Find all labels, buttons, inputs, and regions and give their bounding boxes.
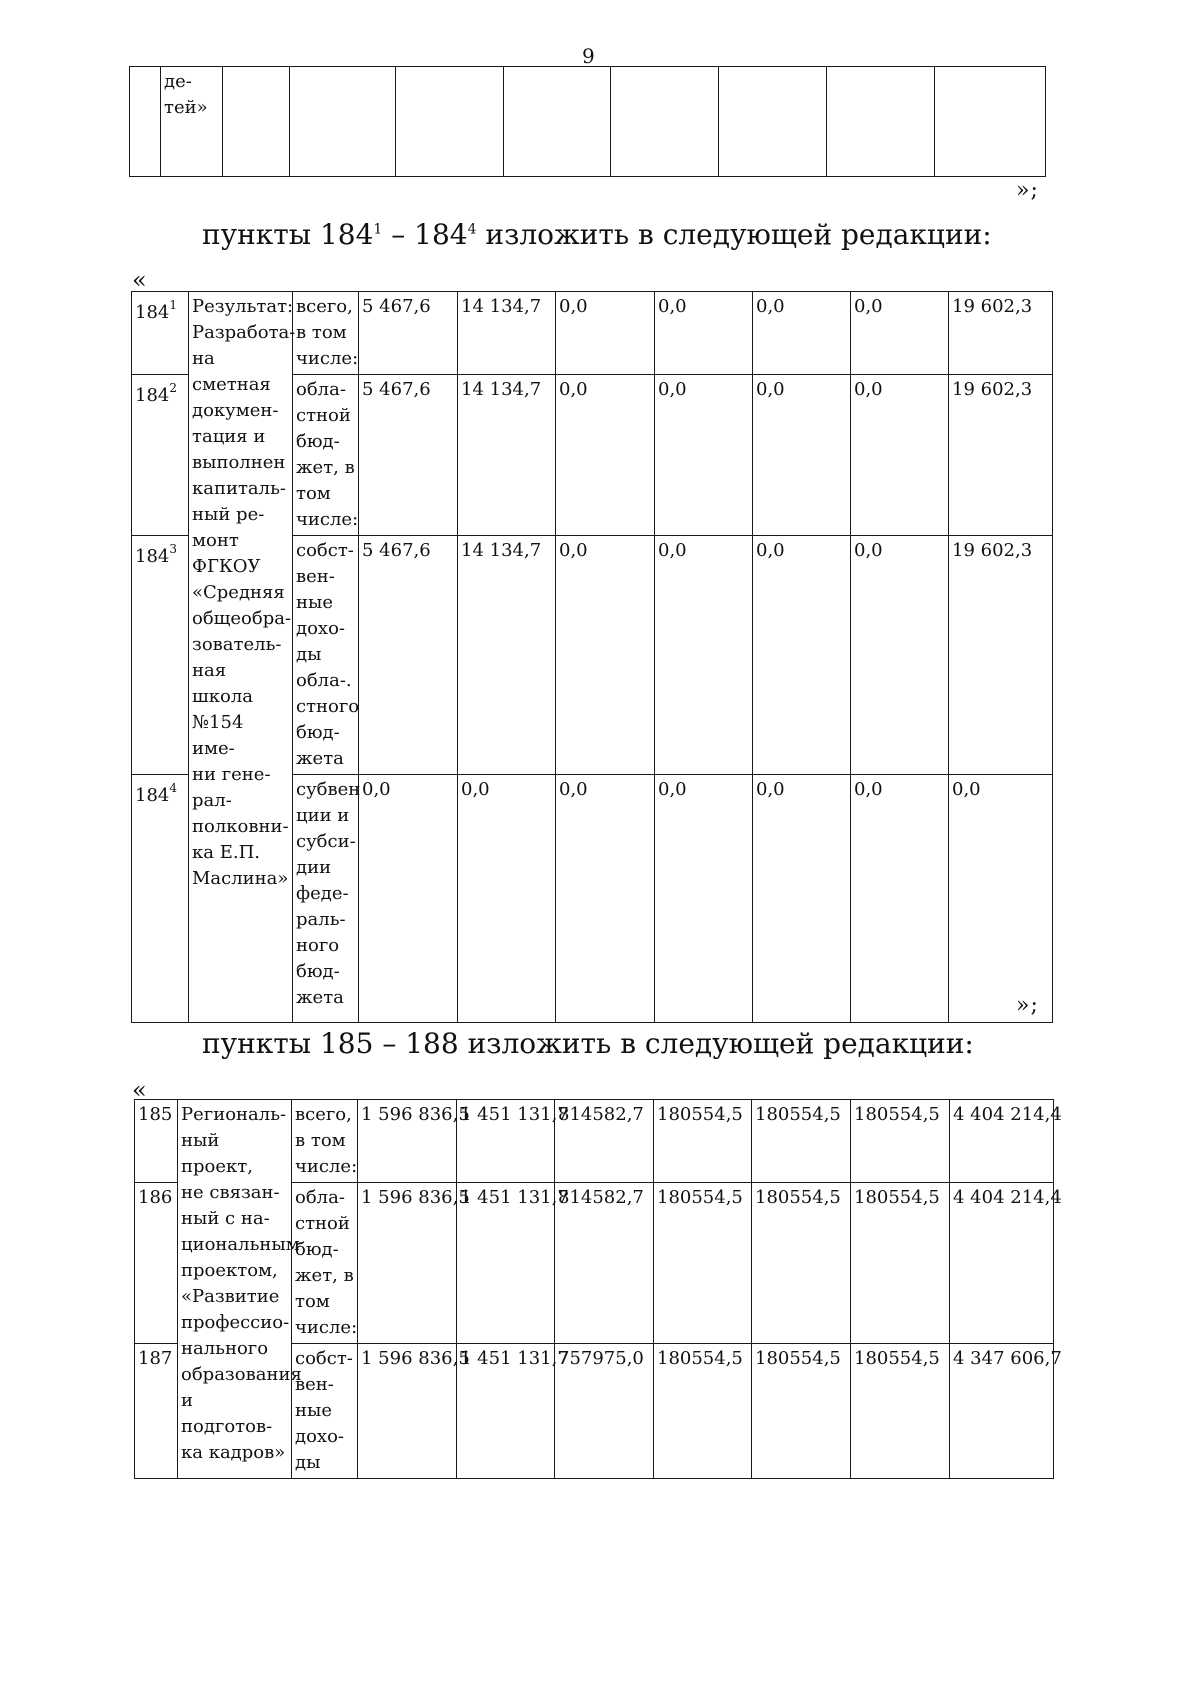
value-cell: 0,0 — [753, 775, 851, 1023]
total-cell: 0,0 — [949, 775, 1053, 1023]
opening-quote: « — [132, 266, 147, 294]
value-cell: 0,0 — [753, 292, 851, 375]
fragment-text: де- тей» — [161, 67, 223, 177]
row-number: $184^1$ — [132, 292, 189, 375]
heading-prefix: пункты 184 — [202, 218, 374, 251]
table-cell — [290, 67, 396, 177]
value-cell: 0,0 — [851, 292, 949, 375]
table-row — [135, 1100, 1054, 1183]
top-fragment-table — [129, 66, 1046, 177]
row-number: $184^2$ — [132, 375, 189, 536]
value-cell: 0,0 — [458, 775, 556, 1023]
table-cell — [719, 67, 827, 177]
value-cell: 0,0 — [851, 536, 949, 775]
heading-sup: 4 — [467, 221, 477, 238]
opening-quote: « — [132, 1076, 147, 1104]
value-cell: 814582,7 — [555, 1183, 654, 1344]
total-cell: 4 404 214,4 — [950, 1183, 1054, 1344]
funding-source: собст- вен- ные дохо- ды — [292, 1344, 358, 1479]
funding-source: обла- стной бюд- жет, в том числе: — [293, 375, 359, 536]
value-cell: 0,0 — [556, 292, 655, 375]
row-number: 186 — [135, 1183, 178, 1344]
value-cell: 0,0 — [851, 375, 949, 536]
value-cell: 0,0 — [753, 375, 851, 536]
value-cell: 1 451 131,7 — [457, 1344, 555, 1479]
value-cell: 5 467,6 — [359, 536, 458, 775]
value-cell: 0,0 — [655, 375, 753, 536]
table-cell — [611, 67, 719, 177]
funding-source: субвен ции и субси- дии феде- раль- ного бюд- жета — [293, 775, 359, 1023]
value-cell: 0,0 — [359, 775, 458, 1023]
value-cell: 5 467,6 — [359, 375, 458, 536]
value-cell: 0,0 — [556, 536, 655, 775]
heading-dash: – 184 — [382, 218, 468, 251]
closing-quote: »; — [1016, 993, 1039, 1018]
value-cell: 1 451 131,7 — [457, 1100, 555, 1183]
value-cell: 0,0 — [753, 536, 851, 775]
funding-source: обла- стной бюд- жет, в том числе: — [292, 1183, 358, 1344]
funding-source: всего, в том числе: — [293, 292, 359, 375]
value-cell: 14 134,7 — [458, 292, 556, 375]
row-number: $184^4$ — [132, 775, 189, 1023]
section-heading: пункты 185 – 188 изложить в следующей редакции: — [202, 1027, 974, 1060]
row-number: 185 — [135, 1100, 178, 1183]
value-cell: 180554,5 — [654, 1183, 752, 1344]
value-cell: 0,0 — [655, 292, 753, 375]
value-cell: 180554,5 — [851, 1183, 950, 1344]
section-heading — [202, 218, 992, 251]
value-cell: 0,0 — [851, 775, 949, 1023]
value-cell: 180554,5 — [752, 1100, 851, 1183]
value-cell: 14 134,7 — [458, 375, 556, 536]
table-cell — [827, 67, 935, 177]
table-cell — [396, 67, 504, 177]
table-cell — [935, 67, 1046, 177]
heading-sup: 1 — [373, 221, 383, 238]
heading-suffix: изложить в следующей редакции: — [476, 218, 992, 251]
funding-source: собст- вен- ные дохо- ды обла-. стного бюд- жета — [293, 536, 359, 775]
budget-table-184 — [131, 291, 1053, 1023]
total-cell: 19 602,3 — [949, 375, 1053, 536]
total-cell: 19 602,3 — [949, 292, 1053, 375]
value-cell: 180554,5 — [752, 1183, 851, 1344]
row-number: $184^3$ — [132, 536, 189, 775]
table-cell — [223, 67, 290, 177]
total-cell: 19 602,3 — [949, 536, 1053, 775]
value-cell: 1 596 836,5 — [358, 1344, 457, 1479]
row-description: Результат: Разработа- на сметная докумен- тация и выполнен капиталь- ный ре- монт ФГКОУ «Средняя общеобра- зователь- ная школа №154 име- ни гене- рал- полковни- ка Е.П. Маслина» — [189, 292, 293, 1023]
budget-table-185 — [134, 1099, 1062, 1479]
value-cell: 0,0 — [655, 536, 753, 775]
table-row — [132, 292, 1053, 375]
value-cell: 1 596 836,5 — [358, 1100, 457, 1183]
value-cell: 757975,0 — [555, 1344, 654, 1479]
total-cell: 4 347 606,7 — [950, 1344, 1054, 1479]
value-cell: 1 451 131,7 — [457, 1183, 555, 1344]
value-cell: 5 467,6 — [359, 292, 458, 375]
value-cell: 14 134,7 — [458, 536, 556, 775]
value-cell: 1 596 836,5 — [358, 1183, 457, 1344]
closing-quote: »; — [1016, 178, 1039, 203]
table-cell — [130, 67, 161, 177]
value-cell: 180554,5 — [654, 1100, 752, 1183]
value-cell: 0,0 — [556, 375, 655, 536]
value-cell: 180554,5 — [752, 1344, 851, 1479]
value-cell: 0,0 — [556, 775, 655, 1023]
funding-source: всего, в том числе: — [292, 1100, 358, 1183]
total-cell: 4 404 214,4 — [950, 1100, 1054, 1183]
value-cell: 180554,5 — [851, 1344, 950, 1479]
row-number: 187 — [135, 1344, 178, 1479]
table-cell — [504, 67, 611, 177]
row-description: Региональ- ный проект, не связан- ный с на- циональным проектом, «Развитие профессио- нального образования и подготов- ка кадров» — [178, 1100, 292, 1479]
value-cell: 180554,5 — [654, 1344, 752, 1479]
value-cell: 814582,7 — [555, 1100, 654, 1183]
value-cell: 0,0 — [655, 775, 753, 1023]
value-cell: 180554,5 — [851, 1100, 950, 1183]
page-number: 9 — [582, 44, 595, 68]
